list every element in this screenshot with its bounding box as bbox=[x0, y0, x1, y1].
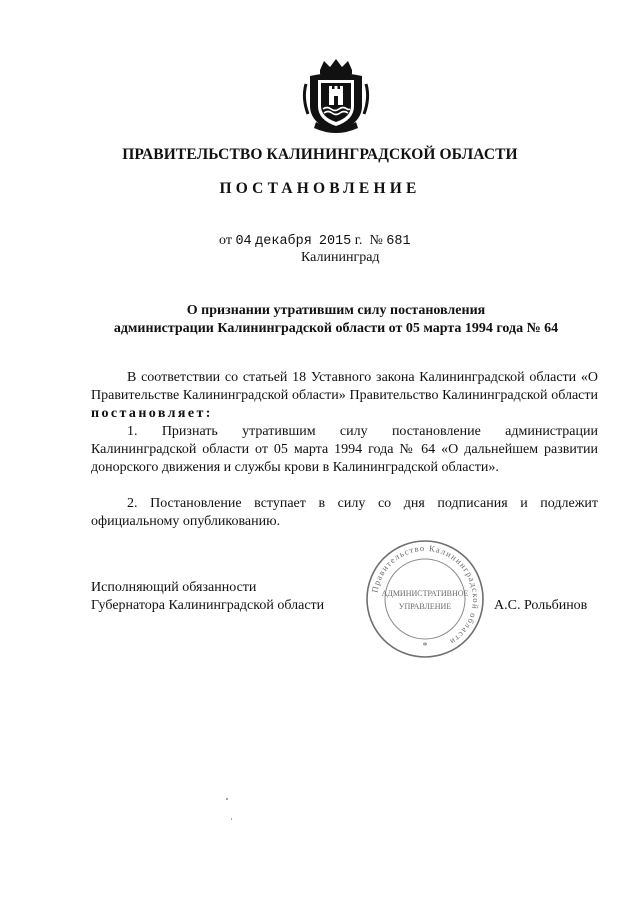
date-year: 2015 bbox=[318, 234, 352, 249]
date-prefix: от bbox=[219, 233, 232, 248]
stamp-ring-text: Правительство Калининградской области bbox=[369, 542, 482, 648]
date-month: декабря bbox=[255, 234, 312, 249]
item-2-text: 2. Постановление вступает в силу со дня подписания и подлежит официальному опубликованию. bbox=[91, 496, 598, 529]
official-stamp bbox=[364, 538, 486, 660]
city-name: Калининград bbox=[301, 250, 380, 265]
intro-paragraph bbox=[91, 369, 598, 423]
intro-text: В соответствии со статьей 18 Уставного закона Калининградской области «О Правительстве Калининградской области» Правительство Калининградской области bbox=[91, 370, 598, 403]
signer-position-line-1: Исполняющий обязанности bbox=[91, 580, 257, 595]
document-type: ПОСТАНОВЛЕНИЕ bbox=[219, 180, 421, 197]
stamp-star: * bbox=[422, 641, 428, 652]
signer-name: А.С. Рольбинов bbox=[494, 598, 588, 613]
item-2-paragraph bbox=[91, 495, 598, 531]
item-1-text: 1. Признать утратившим силу постановление администрации Калининградской области от 05 марта 1994 года № 64 «О дальнейшем развитии донорского движения и службы крови в Калининградской области». bbox=[91, 424, 598, 475]
document-number: 681 bbox=[386, 234, 411, 249]
signer-position-line-2: Губернатора Калининградской области bbox=[91, 598, 325, 613]
decree-keyword: постановляет: bbox=[91, 406, 213, 421]
date-year-suffix: г. bbox=[354, 233, 363, 248]
title-line-2: администрации Калининградской области от 05 марта 1994 года № 64 bbox=[113, 321, 559, 336]
stamp-center-line-1: АДМИНИСТРАТИВНОЕ bbox=[381, 589, 469, 598]
government-name: ПРАВИТЕЛЬСТВО КАЛИНИНГРАДСКОЙ ОБЛАСТИ bbox=[122, 146, 518, 163]
number-sign: № bbox=[369, 233, 383, 248]
scan-speck bbox=[231, 818, 232, 820]
item-1-paragraph bbox=[91, 423, 598, 477]
stamp-center-line-2: УПРАВЛЕНИЕ bbox=[398, 602, 452, 611]
title-line-1: О признании утратившим силу постановления bbox=[186, 303, 486, 318]
date-number-line bbox=[219, 233, 411, 249]
coat-of-arms-icon bbox=[300, 58, 372, 134]
scan-speck bbox=[226, 798, 228, 800]
date-day: 04 bbox=[235, 234, 252, 249]
